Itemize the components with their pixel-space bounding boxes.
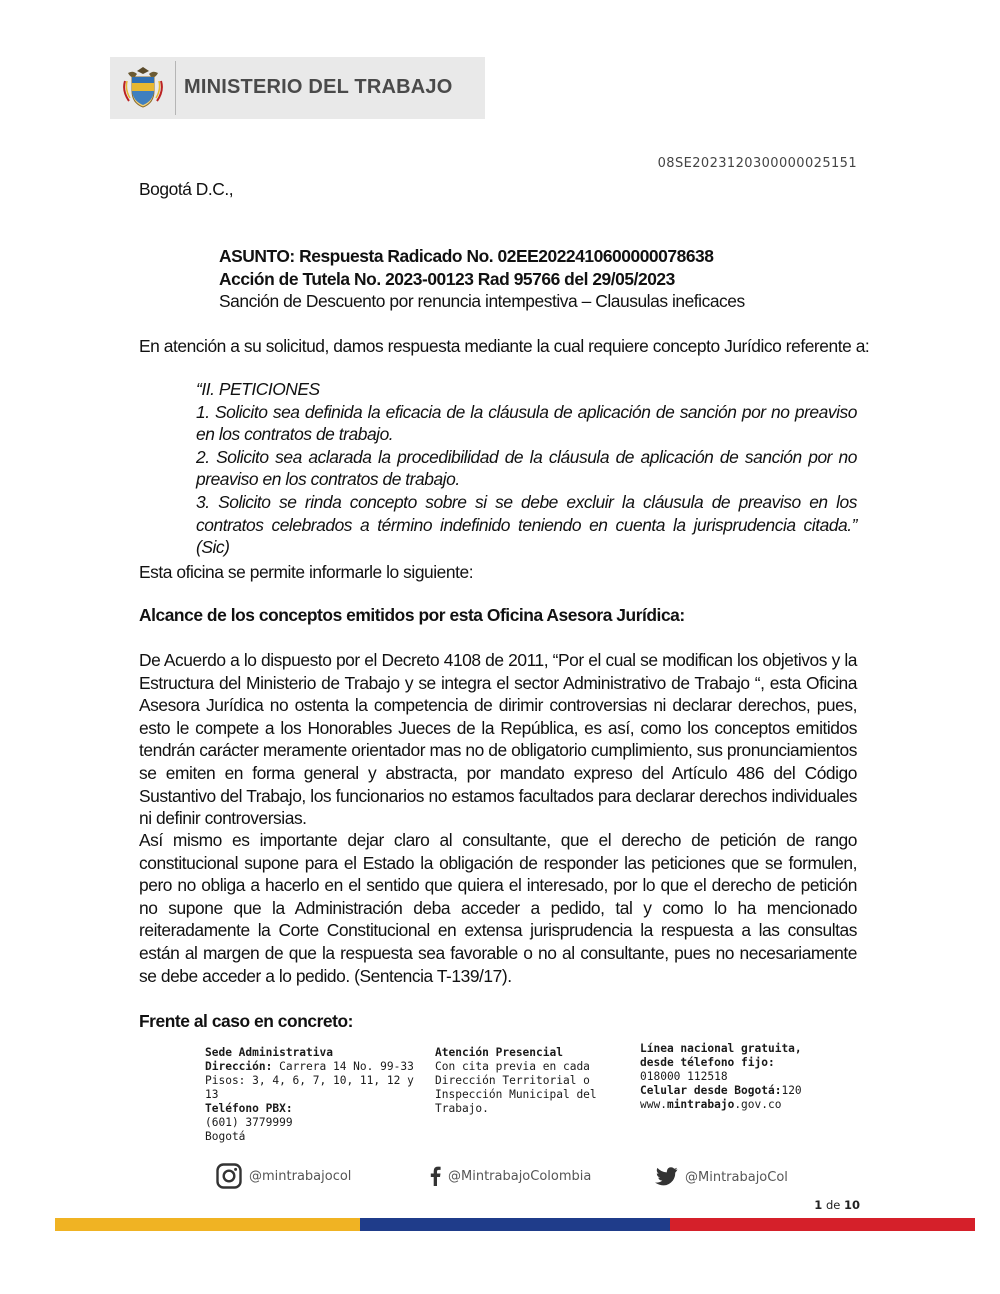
instagram-link[interactable] [216, 1163, 351, 1189]
logo-divider [175, 61, 176, 115]
petition-item: 1. Solicito sea definida la eficacia de la cláusula de aplicación de sanción por no preaviso en los contratos de trabajo. [196, 401, 857, 445]
website-suffix: .gov.co [734, 1098, 782, 1111]
page-separator: de [822, 1198, 844, 1212]
petitions-quote [196, 378, 857, 559]
atencion-line: Dirección Territorial o [435, 1074, 590, 1087]
asunto-block [219, 245, 745, 313]
atencion-line: Con cita previa en cada [435, 1060, 590, 1073]
facebook-icon [430, 1166, 441, 1186]
atencion-line: Inspección Municipal del [435, 1088, 597, 1101]
asunto-tutela: Acción de Tutela No. 2023-00123 Rad 95766 del 29/05/2023 [219, 268, 675, 289]
linea-title-2: desde télefono fijo: [640, 1056, 775, 1069]
twitter-link[interactable] [654, 1167, 788, 1187]
asunto-subject: Sanción de Descuento por renuncia intempestiva – Clausulas ineficaces [219, 291, 745, 312]
celular-value: 120 [781, 1084, 802, 1097]
telefono-value: (601) 3779999 [205, 1116, 293, 1129]
page-number [814, 1198, 860, 1212]
informa-line: Esta oficina se permite informarle lo siguiente: [139, 562, 474, 582]
petition-item: 3. Solicito se rinda concepto sobre si se debe excluir la cláusula de preaviso en los contratos celebrados a término indefinido teniendo en cuenta la jurisprudencia citada.” (Sic) [196, 491, 857, 558]
sede-city: Bogotá [205, 1130, 246, 1143]
ministry-logo [110, 57, 485, 119]
flag-bar-yellow [55, 1218, 360, 1231]
intro-paragraph: En atención a su solicitud, damos respuesta mediante la cual requiere concepto Jurídico referente a: [139, 336, 870, 356]
page-total: 10 [843, 1198, 860, 1212]
colombia-coat-of-arms-icon [118, 63, 168, 113]
facebook-handle: @MintrabajoColombia [448, 1168, 592, 1184]
direccion-label: Dirección: [205, 1060, 273, 1073]
direccion-value: Carrera 14 No. 99-33 [272, 1060, 414, 1073]
linea-number: 018000 112518 [640, 1070, 728, 1083]
website-link[interactable] [640, 1098, 870, 1112]
document-radicado-number: 08SE2023120300000025151 [657, 156, 857, 171]
twitter-handle: @MintrabajoCol [685, 1169, 788, 1185]
sede-title: Sede Administrativa [205, 1046, 333, 1059]
section-heading-caso: Frente al caso en concreto: [139, 1011, 353, 1031]
atencion-line: Trabajo. [435, 1102, 489, 1115]
city-line: Bogotá D.C., [139, 179, 234, 199]
twitter-icon [654, 1167, 678, 1187]
page-current: 1 [814, 1198, 823, 1212]
footer-sede-administrativa [205, 1046, 420, 1144]
flag-bar-red [670, 1218, 975, 1231]
instagram-icon [216, 1163, 242, 1189]
footer-linea-nacional [640, 1042, 870, 1112]
website-prefix: www. [640, 1098, 667, 1111]
linea-title-1: Línea nacional gratuita, [640, 1042, 802, 1055]
asunto-radicado: ASUNTO: Respuesta Radicado No. 02EE2022410600000078638 [219, 246, 714, 266]
website-domain: mintrabajo [666, 1098, 735, 1111]
ministry-name: MINISTERIO DEL TRABAJO [184, 76, 453, 98]
celular-label: Celular desde Bogotá: [640, 1084, 782, 1097]
pisos: Pisos: 3, 4, 6, 7, 10, 11, 12 y 13 [205, 1074, 414, 1101]
instagram-handle: @mintrabajocol [249, 1168, 352, 1184]
petitions-heading: “II. PETICIONES [196, 379, 320, 399]
paragraph-decreto: De Acuerdo a lo dispuesto por el Decreto 4108 de 2011, “Por el cual se modifican los objetivos y la Estructura del Ministerio de Trabajo y se integra el sector Administrativo de Trabajo “, esta Oficina Asesora Jurídica no ostenta la competencia de dirimir controversias ni declarar derechos, pues, esto le compete a los Honorables Jueces de la República, es así, como los conceptos emitidos tendrán carácter meramente orientador mas no de obligatorio cumplimiento, sus pronunciamientos se emiten en forma general y abstracta, por mandato expreso del Artículo 486 del Código Sustantivo del Trabajo, los funcionarios no estamos facultados para declarar derechos individuales ni definir controversias. [139, 650, 857, 829]
flag-bar-blue [360, 1218, 670, 1231]
petition-item: 2. Solicito sea aclarada la procedibilidad de la cláusula de aplicación de sanción por no preaviso en los contratos de trabajo. [196, 446, 857, 490]
footer-atencion-presencial [435, 1046, 625, 1116]
section-heading-alcance: Alcance de los conceptos emitidos por esta Oficina Asesora Jurídica: [139, 605, 685, 625]
facebook-link[interactable] [430, 1166, 591, 1186]
telefono-label: Teléfono PBX: [205, 1102, 293, 1115]
paragraph-derecho-peticion: Así mismo es importante dejar claro al consultante, que el derecho de petición de rango constitucional supone para el Estado la obligación de responder las peticiones que se formulen, pero no obliga a hacerlo en el sentido que quiera el interesado, por lo que el derecho de petición no supone que la Administración deba acceder a pedido, tal y como lo ha mencionado reiteradamente la Corte Constitucional en extensa jurisprudencia la respuesta a las consultas están al margen de que la respuesta sea favorable o no al consultante, pues no necesariamente se debe acceder a lo pedido. (Sentencia T-139/17). [139, 830, 857, 986]
atencion-title: Atención Presencial [435, 1046, 563, 1059]
